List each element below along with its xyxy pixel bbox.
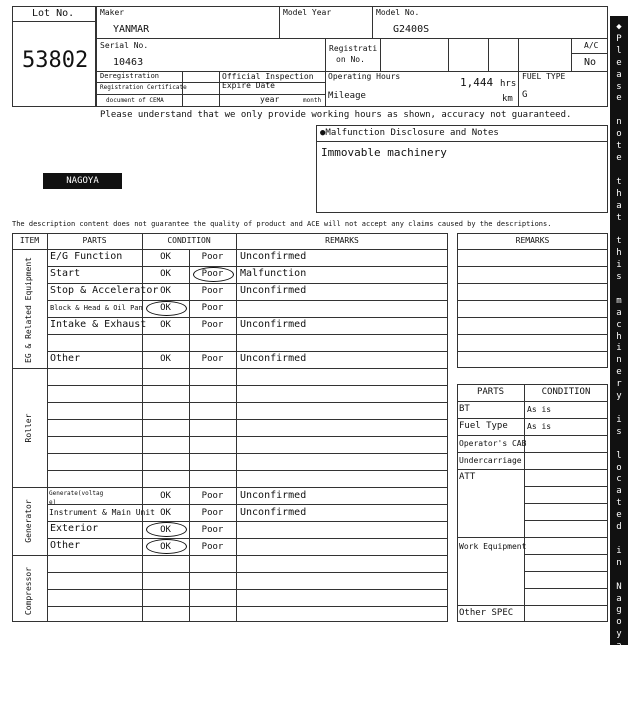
row-remark: Unconfirmed bbox=[240, 353, 307, 364]
model-year-label: Model Year bbox=[283, 8, 332, 17]
row-part: Other bbox=[50, 540, 81, 551]
group-eg-label: EG & Related Equipment bbox=[24, 257, 33, 363]
remarks-header: REMARKS bbox=[325, 236, 359, 245]
side-fuel-type-label: Fuel Type bbox=[459, 421, 508, 431]
row-ok: OK bbox=[160, 286, 171, 296]
side-parts-header: PARTS bbox=[476, 387, 505, 397]
registration-no-label-1: Registrati bbox=[329, 44, 378, 53]
disclaimer: The description content does not guarantee the quality of product and ACE will not accept any claims caused by the descriptions. bbox=[12, 220, 552, 228]
side-bt-label: BT bbox=[459, 404, 470, 414]
maker-value: YANMAR bbox=[113, 24, 150, 35]
fuel-type-label: FUEL TYPE bbox=[522, 72, 566, 81]
condition-header: CONDITION bbox=[167, 236, 211, 245]
lot-label: Lot No. bbox=[32, 8, 75, 19]
row-poor: Poor bbox=[201, 508, 224, 518]
model-no-label: Model No. bbox=[376, 8, 420, 17]
side-bt-value: As is bbox=[527, 405, 552, 414]
row-poor: Poor bbox=[201, 269, 224, 279]
deregistration-label: Deregistration bbox=[100, 72, 160, 80]
row-remark: Unconfirmed bbox=[240, 490, 307, 501]
km-label: km bbox=[502, 94, 513, 104]
row-ok: OK bbox=[160, 354, 171, 364]
side-fuel-type-value: As is bbox=[527, 422, 552, 431]
registration-no-label-2: on No. bbox=[336, 55, 365, 64]
poor-circle-mark bbox=[193, 267, 234, 282]
row-part: E/G Function bbox=[50, 251, 123, 262]
row-ok: OK bbox=[160, 320, 171, 330]
model-no-value: G2400S bbox=[393, 24, 430, 35]
row-remark: Malfunction bbox=[240, 268, 307, 279]
row-poor: Poor bbox=[201, 303, 224, 313]
operating-hours-label: Operating Hours bbox=[328, 72, 401, 81]
row-part: Instrument & Main Unit bbox=[49, 508, 155, 517]
row-poor: Poor bbox=[201, 354, 224, 364]
row-poor: Poor bbox=[201, 525, 224, 535]
row-remark: Unconfirmed bbox=[240, 285, 307, 296]
row-part: Other bbox=[50, 353, 81, 364]
side-other-spec-label: Other SPEC bbox=[459, 608, 514, 618]
row-ok: OK bbox=[160, 542, 171, 552]
row-poor: Poor bbox=[201, 542, 224, 552]
side-condition-header: CONDITION bbox=[541, 387, 591, 397]
row-part: Stop & Accelerator bbox=[50, 285, 159, 296]
row-part: Intake & Exhaust bbox=[50, 319, 147, 330]
location-badge-text: NAGOYA bbox=[66, 176, 99, 186]
row-part: Block & Head & Oil Pan bbox=[50, 304, 143, 312]
row-poor: Poor bbox=[201, 252, 224, 262]
row-part: Generate(voltage) bbox=[49, 490, 104, 506]
row-ok: OK bbox=[160, 491, 171, 501]
group-roller-label: Roller bbox=[24, 413, 33, 443]
row-poor: Poor bbox=[201, 320, 224, 330]
serial-label: Serial No. bbox=[100, 41, 149, 50]
side-att-label: ATT bbox=[459, 472, 476, 482]
row-part: Start bbox=[50, 268, 81, 279]
row-ok: OK bbox=[160, 303, 171, 313]
operating-hours-value: 1,444 bbox=[460, 76, 494, 89]
hours-note: Please understand that we only provide working hours as shown, accuracy not guaranteed. bbox=[100, 110, 572, 120]
row-part: Exterior bbox=[50, 523, 99, 534]
cema-label: document of CEMA bbox=[106, 97, 164, 104]
item-header: ITEM bbox=[19, 236, 40, 245]
year-label: year bbox=[260, 95, 280, 104]
parts-header: PARTS bbox=[82, 236, 107, 245]
right-remarks-header: REMARKS bbox=[515, 236, 550, 245]
row-remark: Unconfirmed bbox=[240, 251, 307, 262]
maker-label: Maker bbox=[100, 8, 125, 17]
ok-circle-mark bbox=[146, 522, 187, 537]
vertical-banner-text: ◆ P l e a s e n o t e t h a t t h i s m a c h i n e r y i s l o c a t e d i n N a g o y a Y a r d ◆ bbox=[616, 22, 622, 723]
row-poor: Poor bbox=[201, 286, 224, 296]
fuel-type-value: G bbox=[522, 90, 528, 100]
row-ok: OK bbox=[160, 252, 171, 262]
side-operators-cab-label: Operator's CAB bbox=[459, 439, 527, 448]
month-label: month bbox=[303, 97, 322, 104]
group-generator-label: Generator bbox=[24, 499, 33, 543]
serial-value: 10463 bbox=[113, 57, 144, 68]
malfunction-title: ●Malfunction Disclosure and Notes bbox=[320, 128, 499, 138]
row-ok: OK bbox=[160, 269, 171, 279]
row-remark: Unconfirmed bbox=[240, 319, 307, 330]
ac-value: No bbox=[584, 57, 597, 68]
lot-number: 53802 bbox=[22, 48, 89, 73]
group-compressor-label: Compressor bbox=[24, 566, 33, 616]
ok-circle-mark bbox=[146, 301, 187, 316]
row-ok: OK bbox=[160, 508, 171, 518]
ac-label: A/C bbox=[584, 41, 599, 50]
hrs-label: hrs bbox=[500, 79, 517, 89]
inspection-label-1: Official Inspection bbox=[222, 72, 314, 81]
malfunction-text: Immovable machinery bbox=[321, 146, 447, 159]
ok-circle-mark bbox=[146, 539, 187, 554]
mileage-label: Mileage bbox=[328, 91, 366, 101]
row-remark: Unconfirmed bbox=[240, 507, 307, 518]
row-poor: Poor bbox=[201, 491, 224, 501]
side-work-equipment-label: Work Equipment bbox=[459, 542, 527, 551]
registration-certificate-label: Registration Certificate bbox=[100, 84, 187, 91]
row-ok: OK bbox=[160, 525, 171, 535]
malfunction-box bbox=[316, 125, 608, 213]
side-undercarriage-label: Undercarriage bbox=[459, 456, 522, 465]
inspection-label-2: Expire Date bbox=[222, 81, 275, 90]
